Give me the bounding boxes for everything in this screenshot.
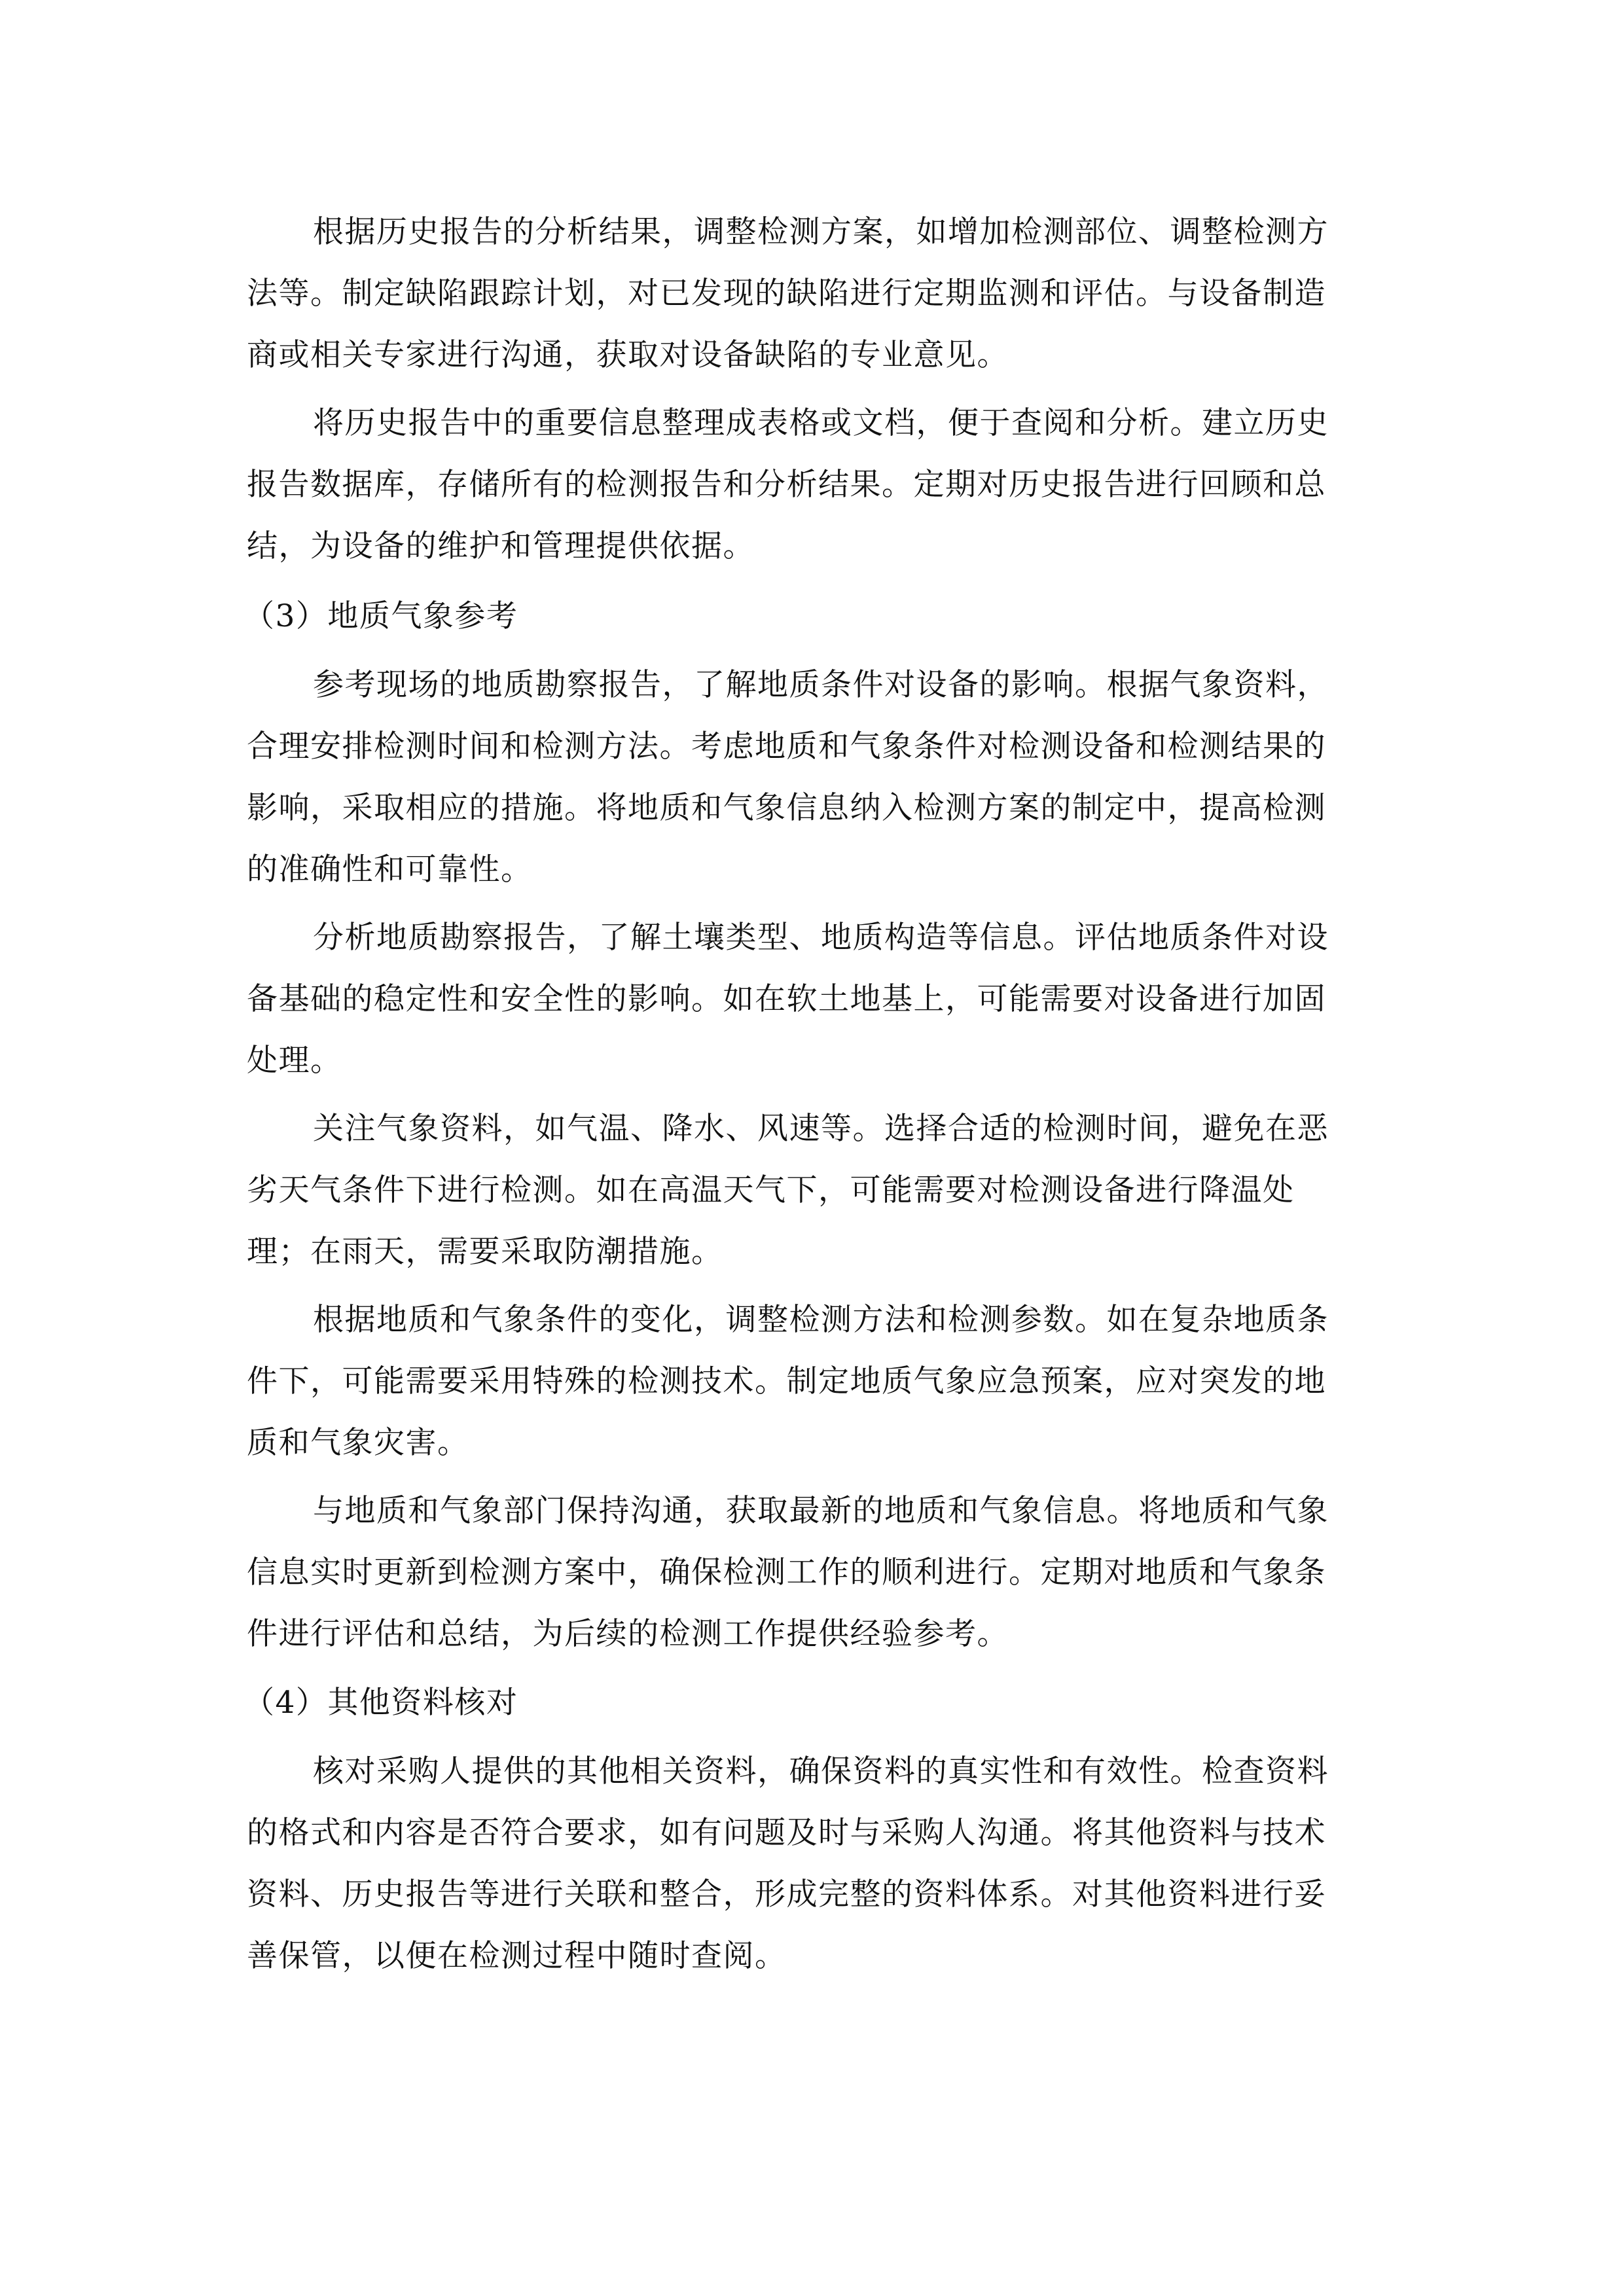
paragraph-8-line-4: 善保管，以便在检测过程中随时查阅。 xyxy=(247,1938,787,1974)
paragraph-3-line-1: 参考现场的地质勘察报告，了解地质条件对设备的影响。根据气象资料， xyxy=(313,667,1329,703)
paragraph-4-line-1: 分析地质勘察报告，了解土壤类型、地质构造等信息。评估地质条件对设 xyxy=(313,920,1329,956)
paragraph-2-line-1: 将历史报告中的重要信息整理成表格或文档，便于查阅和分析。建立历史 xyxy=(313,405,1329,441)
paragraph-5-line-3: 理；在雨天，需要采取防潮措施。 xyxy=(247,1234,723,1270)
paragraph-3-line-4: 的准确性和可靠性。 xyxy=(247,852,533,888)
paragraph-3-line-2: 合理安排检测时间和检测方法。考虑地质和气象条件对检测设备和检测结果的 xyxy=(247,728,1326,764)
paragraph-8-line-1: 核对采购人提供的其他相关资料，确保资料的真实性和有效性。检查资料 xyxy=(313,1753,1329,1789)
paragraph-7-line-1: 与地质和气象部门保持沟通，获取最新的地质和气象信息。将地质和气象 xyxy=(313,1493,1329,1529)
section-heading-4: （4）其他资料核对 xyxy=(244,1685,518,1721)
paragraph-2-line-3: 结，为设备的维护和管理提供依据。 xyxy=(247,528,755,564)
paragraph-6-line-1: 根据地质和气象条件的变化，调整检测方法和检测参数。如在复杂地质条 xyxy=(313,1302,1329,1338)
paragraph-5-line-2: 劣天气条件下进行检测。如在高温天气下，可能需要对检测设备进行降温处 xyxy=(247,1172,1295,1208)
paragraph-3-line-3: 影响，采取相应的措施。将地质和气象信息纳入检测方案的制定中，提高检测 xyxy=(247,790,1326,826)
paragraph-7-line-2: 信息实时更新到检测方案中，确保检测工作的顺利进行。定期对地质和气象条 xyxy=(247,1554,1326,1590)
paragraph-1-line-3: 商或相关专家进行沟通，获取对设备缺陷的专业意见。 xyxy=(247,337,1009,373)
paragraph-5-line-1: 关注气象资料，如气温、降水、风速等。选择合适的检测时间，避免在恶 xyxy=(313,1111,1329,1147)
paragraph-4-line-3: 处理。 xyxy=(247,1043,342,1079)
paragraph-1-line-1: 根据历史报告的分析结果，调整检测方案，如增加检测部位、调整检测方 xyxy=(313,214,1329,250)
section-heading-3: （3）地质气象参考 xyxy=(244,598,518,634)
paragraph-8-line-3: 资料、历史报告等进行关联和整合，形成完整的资料体系。对其他资料进行妥 xyxy=(247,1876,1326,1912)
paragraph-1-line-2: 法等。制定缺陷跟踪计划，对已发现的缺陷进行定期监测和评估。与设备制造 xyxy=(247,276,1326,312)
paragraph-2-line-2: 报告数据库，存储所有的检测报告和分析结果。定期对历史报告进行回顾和总 xyxy=(247,467,1326,503)
paragraph-4-line-2: 备基础的稳定性和安全性的影响。如在软土地基上，可能需要对设备进行加固 xyxy=(247,981,1326,1017)
paragraph-6-line-2: 件下，可能需要采用特殊的检测技术。制定地质气象应急预案，应对突发的地 xyxy=(247,1363,1326,1399)
paragraph-7-line-3: 件进行评估和总结，为后续的检测工作提供经验参考。 xyxy=(247,1616,1009,1652)
paragraph-8-line-2: 的格式和内容是否符合要求，如有问题及时与采购人沟通。将其他资料与技术 xyxy=(247,1815,1326,1851)
paragraph-6-line-3: 质和气象灾害。 xyxy=(247,1425,469,1461)
